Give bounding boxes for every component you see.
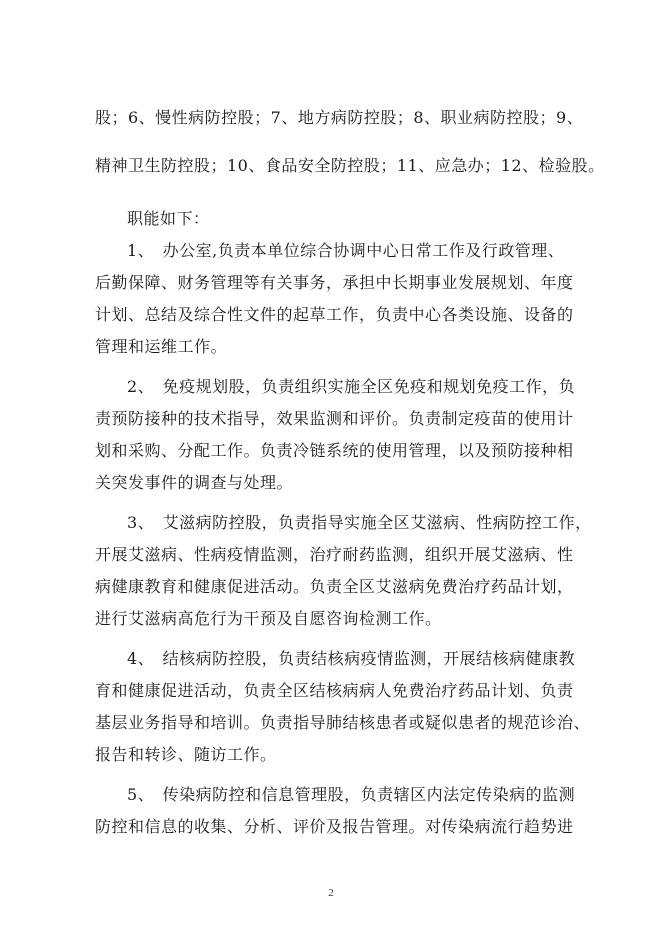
intro-line: 股；6、慢性病防控股；7、地方病防控股；8、职业病防控股；9、 — [95, 108, 584, 127]
paragraph-line: 后勤保障、财务管理等有关事务，承担中长期事业发展规划、年度 — [95, 273, 574, 292]
paragraph-line: 4、 结核病防控股，负责结核病疫情监测，开展结核病健康教 — [127, 649, 576, 668]
paragraph-immunization — [95, 371, 581, 499]
paragraph-line: 基层业务指导和培训。负责指导肺结核患者或疑似患者的规范诊治、 — [95, 713, 591, 732]
page-number: 2 — [328, 887, 334, 899]
functions-heading: 职能如下： — [127, 209, 210, 228]
paragraph-line: 防控和信息的收集、分析、评价及报告管理。对传染病流行趋势进 — [95, 817, 574, 836]
paragraph-line: 5、 传染病防控和信息管理股，负责辖区内法定传染病的监测 — [127, 785, 576, 804]
paragraph-tuberculosis — [95, 643, 591, 771]
paragraph-line: 划和采购、分配工作。负责冷链系统的使用管理，以及预防接种相 — [95, 441, 574, 460]
paragraph-line: 进行艾滋病高危行为干预及自愿咨询检测工作。 — [95, 609, 442, 628]
paragraph-line: 责预防接种的技术指导，效果监测和评价。负责制定疫苗的使用计 — [95, 409, 574, 428]
paragraph-line: 计划、总结及综合性文件的起草工作，负责中心各类设施、设备的 — [95, 305, 574, 324]
paragraph-line: 开展艾滋病、性病疫情监测，治疗耐药监测，组织开展艾滋病、性 — [95, 545, 574, 564]
paragraph-line: 报告和转诊、随访工作。 — [95, 745, 277, 764]
paragraph-office — [95, 235, 581, 363]
paragraph-line: 1、 办公室,负责本单位综合协调中心日常工作及行政管理、 — [127, 241, 565, 260]
paragraph-infectious-disease — [95, 779, 581, 843]
paragraph-line: 3、 艾滋病防控股，负责指导实施全区艾滋病、性病防控工作， — [127, 513, 592, 532]
paragraph-line: 关突发事件的调查与处理。 — [95, 473, 294, 492]
paragraph-line: 病健康教育和健康促进活动。负责全区艾滋病免费治疗药品计划， — [95, 577, 574, 596]
document-body — [95, 105, 605, 843]
paragraph-line: 管理和运维工作。 — [95, 337, 228, 356]
intro-continuation — [95, 105, 605, 201]
intro-line: 精神卫生防控股；10、食品安全防控股；11、应急办；12、检验股。 — [95, 156, 605, 175]
paragraph-aids — [95, 507, 592, 635]
paragraph-line: 育和健康促进活动，负责全区结核病病人免费治疗药品计划、负责 — [95, 681, 574, 700]
paragraph-line: 2、 免疫规划股，负责组织实施全区免疫和规划免疫工作，负 — [127, 377, 576, 396]
